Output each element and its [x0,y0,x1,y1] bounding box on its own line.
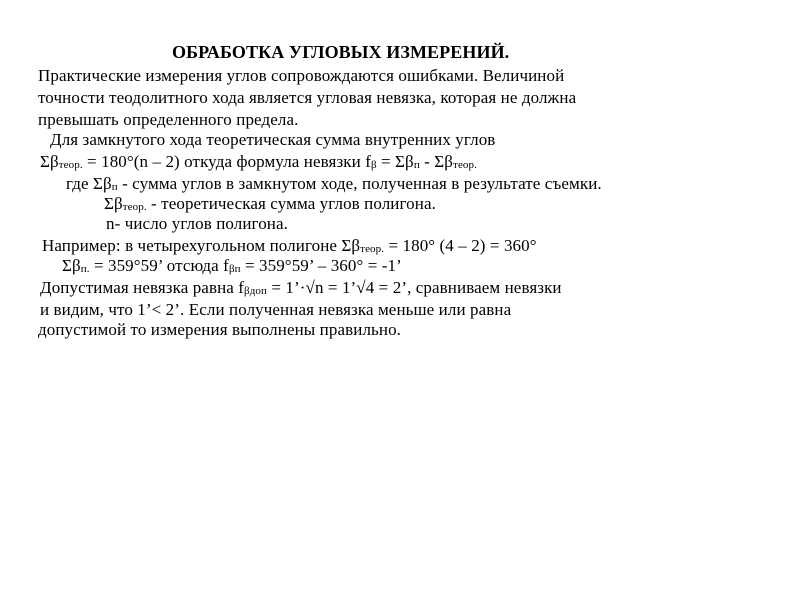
n-definition: n- число углов полигона. [106,214,289,233]
where-p-subscript: п [111,181,118,193]
example-prefix: Например: в четырехугольном полигоне Σβ [42,236,361,255]
conclusion-line-1: и видим, что 1’< 2’. Если полученная невязка меньше или равна [40,300,512,319]
example-theor-subscript: теор. [360,243,385,255]
allowed-rest: = 1’·√n = 1’√4 = 2’, сравниваем невязки [267,278,562,297]
formula-eq-part1: = Σβ [376,152,414,171]
paragraph-line-2: точности теодолитного хода является угловая невязка, которая не должна [38,88,577,107]
formula-theor-subscript-2: теор. [453,159,477,171]
measured-p-subscript: п. [80,263,90,275]
formula-f-subscript: β [370,159,377,171]
theor-subscript: теор. [122,201,147,213]
measured-mid: = 359°59’ отсюда f [89,256,229,275]
measured-prefix: Σβ [62,256,81,275]
formula-expression: = 180°(n – 2) откуда формула невязки f [82,152,371,171]
where-rest: - сумма углов в замкнутом ходе, полученная в результате съемки. [117,174,602,193]
conclusion-line-2: допустимой то измерения выполнены правильно. [38,320,402,339]
formula-theor-subscript: теор. [58,159,83,171]
closed-traverse-intro: Для замкнутого хода теоретическая сумма внутренних углов [50,130,496,149]
formula-sigma: Σβ [40,152,59,171]
example-measured-line [62,256,402,279]
allowed-prefix: Допустимая невязка равна f [40,278,245,297]
formula-theoretical-sum [40,152,477,175]
measured-rest: = 359°59’ – 360° = -1’ [240,256,402,275]
paragraph-line-1: Практические измерения углов сопровождаются ошибками. Величиной [38,66,565,85]
example-rest: = 180° (4 – 2) = 360° [384,236,537,255]
theor-prefix: Σβ [104,194,123,213]
where-prefix: где Σβ [66,174,112,193]
allowed-misclosure-line [40,278,562,301]
paragraph-line-3: превышать определенного предела. [38,110,299,129]
formula-eq-part2: - Σβ [419,152,454,171]
measured-f-subscript: βп [228,263,241,275]
slide-title: ОБРАБОТКА УГЛОВЫХ ИЗМЕРЕНИЙ. [172,42,510,62]
theor-rest: - теоретическая сумма углов полигона. [146,194,436,213]
formula-p-subscript: п [413,159,420,171]
allowed-f-subscript: βдоп [244,285,268,297]
